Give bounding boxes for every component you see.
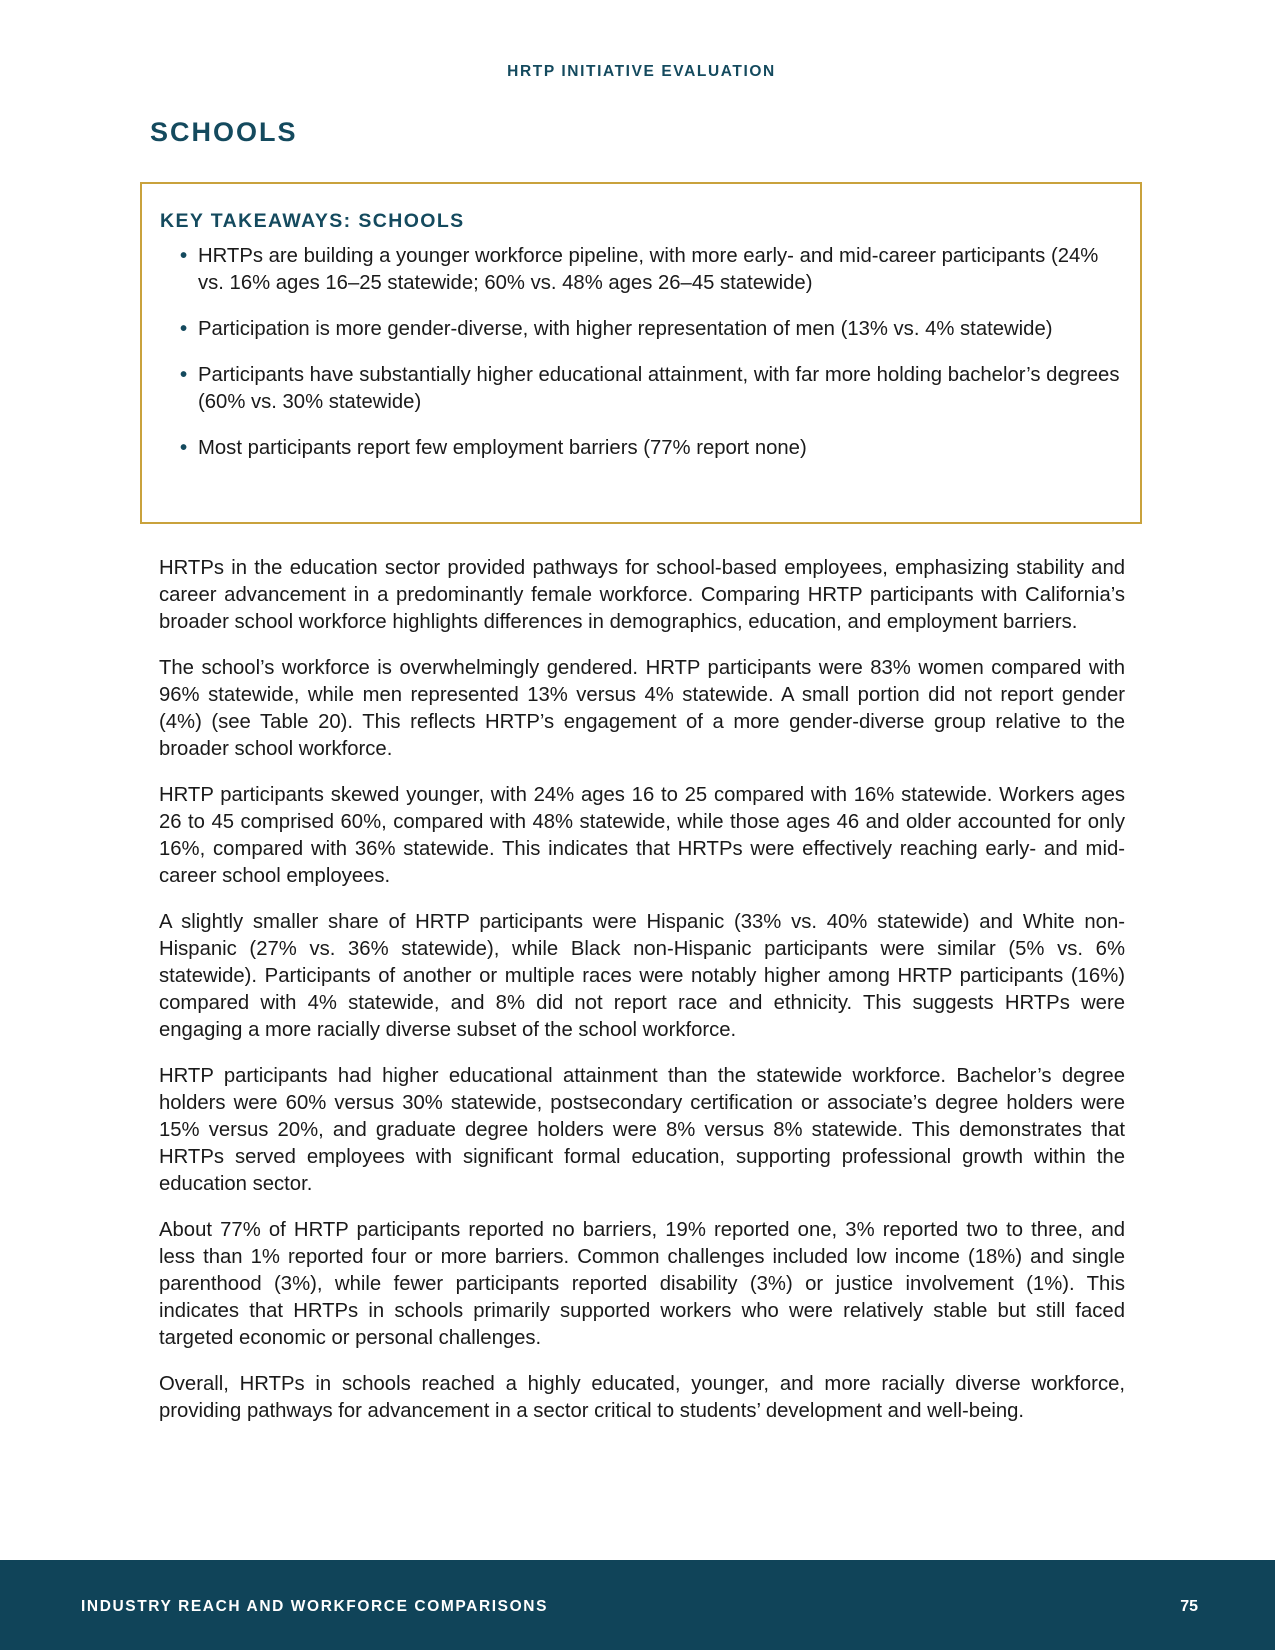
body-paragraph: Overall, HRTPs in schools reached a highly educated, younger, and more racially diverse workforce, providing pathways for advancement in a sector critical to students’ development and well-being.	[159, 1373, 1125, 1422]
takeaway-text: Participation is more gender-diverse, with higher representation of men (13% vs. 4% statewide)	[198, 318, 1053, 340]
page-footer	[0, 1560, 1275, 1650]
takeaway-item	[180, 316, 1122, 343]
key-takeaways-box	[140, 182, 1142, 524]
key-takeaways-list	[160, 243, 1122, 462]
section-title: SCHOOLS	[150, 117, 298, 147]
takeaway-item	[180, 243, 1122, 297]
takeaway-item	[180, 362, 1122, 416]
takeaway-text: Most participants report few employment barriers (77% report none)	[198, 437, 807, 459]
body-paragraph: HRTP participants had higher educational attainment than the statewide workforce. Bachelor’s degree holders were 60% versus 30% statewide, postsecondary certification or associate’s degree holders were 15% versus 20%, and graduate degree holders were 8% versus 8% statewide. This demonstrates that HRTPs served employees with significant formal education, supporting professional growth within the education sector.	[159, 1065, 1125, 1195]
bullet-icon: •	[180, 364, 188, 386]
bullet-icon: •	[180, 437, 188, 459]
bullet-icon: •	[180, 245, 188, 267]
takeaway-item	[180, 435, 1122, 462]
page-number: 75	[1180, 1598, 1198, 1615]
body-paragraph: HRTP participants skewed younger, with 24% ages 16 to 25 compared with 16% statewide. Workers ages 26 to 45 comprised 60%, compared with 48% statewide, while those ages 46 and older accounted for only 16%, compared with 36% statewide. This indicates that HRTPs were effectively reaching early- and mid-career school employees.	[159, 784, 1125, 887]
footer-section-label: INDUSTRY REACH AND WORKFORCE COMPARISONS	[81, 1598, 549, 1615]
takeaway-text: Participants have substantially higher educational attainment, with far more holding bachelor’s degrees (60% vs. 30% statewide)	[198, 364, 1120, 413]
key-takeaways-heading: KEY TAKEAWAYS: SCHOOLS	[160, 210, 465, 232]
body-text	[159, 555, 1125, 1444]
running-header: HRTP INITIATIVE EVALUATION	[507, 63, 776, 80]
body-paragraph: HRTPs in the education sector provided pathways for school-based employees, emphasizing stability and career advancement in a predominantly female workforce. Comparing HRTP participants with California’s broader school workforce highlights differences in demographics, education, and employment barriers.	[159, 557, 1125, 633]
body-paragraph: A slightly smaller share of HRTP participants were Hispanic (33% vs. 40% statewide) and White non-Hispanic (27% vs. 36% statewide), while Black non-Hispanic participants were similar (5% vs. 6% statewide). Participants of another or multiple races were notably higher among HRTP participants (16%) compared with 4% statewide, and 8% did not report race and ethnicity. This suggests HRTPs were engaging a more racially diverse subset of the school workforce.	[159, 911, 1125, 1041]
body-paragraph: About 77% of HRTP participants reported no barriers, 19% reported one, 3% reported two to three, and less than 1% reported four or more barriers. Common challenges included low income (18%) and single parenthood (3%), while fewer participants reported disability (3%) or justice involvement (1%). This indicates that HRTPs in schools primarily supported workers who were relatively stable but still faced targeted economic or personal challenges.	[159, 1219, 1125, 1349]
body-paragraph: The school’s workforce is overwhelmingly gendered. HRTP participants were 83% women compared with 96% statewide, while men represented 13% versus 4% statewide. A small portion did not report gender (4%) (see Table 20). This reflects HRTP’s engagement of a more gender-diverse group relative to the broader school workforce.	[159, 657, 1125, 760]
bullet-icon: •	[180, 318, 188, 340]
takeaway-text: HRTPs are building a younger workforce pipeline, with more early- and mid-career participants (24% vs. 16% ages 16–25 statewide; 60% vs. 48% ages 26–45 statewide)	[198, 245, 1099, 294]
